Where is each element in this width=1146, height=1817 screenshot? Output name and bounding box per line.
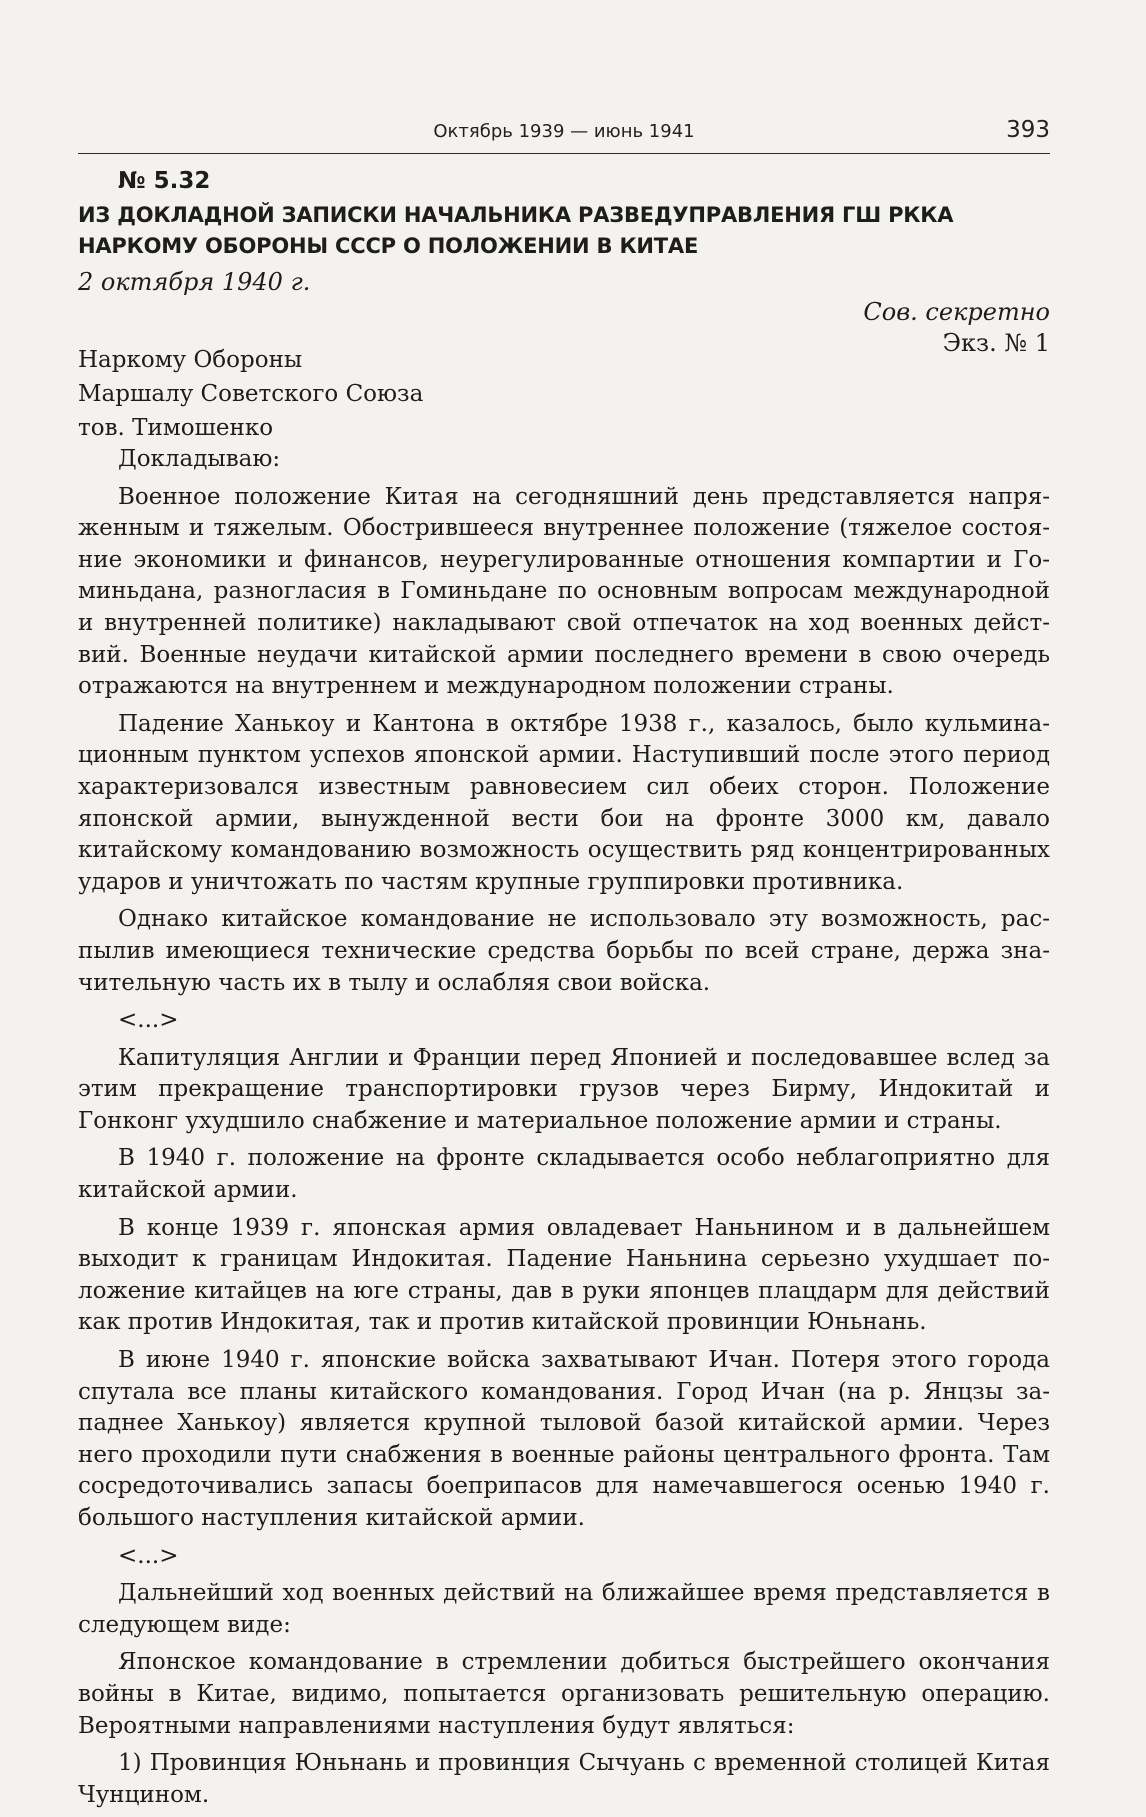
body-paragraph: Японское командование в стремлении добиться быстрейшего окончания войны в Китае, видимо, попытается организовать решительную операцию. Вероятными направлениями наступления будут являться: <box>78 1649 1050 1739</box>
body-paragraph: Капитуляция Англии и Франции перед Японией и последовавшее вслед за этим прекращение транспортировки грузов через Бирму, Индокитай и Гонконг ухудшило снабжение и материальное положение армии и страны. <box>78 1044 1050 1134</box>
document-body <box>78 444 1050 1817</box>
running-head-title: Октябрь 1939 — июнь 1941 <box>433 121 695 142</box>
document-heading-line-2: НАРКОМУ ОБОРОНЫ СССР О ПОЛОЖЕНИИ В КИТАЕ <box>78 234 699 258</box>
body-paragraph: Падение Ханькоу и Кантона в октябре 1938 г., казалось, было кульминационным пунктом успехов японской армии. Наступивший после этого период характеризовался известным равновесием сил обеих сторон. Положение японской армии, вынужденной вести бои на фронте 3000 км, давало китайскому командованию возможность осуществить ряд концентрированных ударов и уничтожать по частям крупные группировки противника. <box>78 710 1050 895</box>
addressee-line-3: тов. Тимошенко <box>78 415 274 441</box>
omission-mark: <...> <box>118 1007 179 1034</box>
body-paragraph: Однако китайское командование не использовало эту возможность, распылив имеющиеся технические средства борьбы по всей стране, держа значительную часть их в тылу и ослабляя свои войска. <box>78 906 1050 996</box>
body-paragraph: В июне 1940 г. японские войска захватывают Ичан. Потеря этого города спутала все планы китайского командования. Город Ичан (на р. Янцзы западнее Ханькоу) является крупной тыловой базой китайской армии. Через него проходили пути снабжения в военные районы центрального фронта. Там сосредоточивались запасы боеприпасов для намечавшегося осенью 1940 г. большого наступления китайской армии. <box>78 1347 1050 1531</box>
addressee-line-2: Маршалу Советского Союза <box>78 381 424 407</box>
body-paragraph: Военное положение Китая на сегодняшний день представляется напряженным и тяжелым. Обострившееся внутреннее положение (тяжелое состояние экономики и финансов, неурегулированные отношения компартии и Гоминьдана, разногласия в Гоминьдане по основным вопросам международной и внутренней политике) накладывают свой отпечаток на ход военных действий. Военные неудачи китайской армии последнего времени в свою очередь отражаются на внутреннем и международном положении страны. <box>78 483 1050 700</box>
body-paragraph: В конце 1939 г. японская армия овладевает Наньнином и в дальнейшем выходит к границам Индокитая. Падение Наньнина серьезно ухудшает положение китайцев на юге страны, дав в руки японцев плацдарм для действий как против Индокитая, так и против китайской провинции Юньнань. <box>78 1214 1050 1336</box>
classification-mark: Сов. секретно <box>863 298 1050 326</box>
body-paragraph: 1) Провинция Юньнань и провинция Сычуань с временной столицей Китая Чунцином. <box>78 1750 1050 1808</box>
copy-number: Экз. № 1 <box>942 329 1050 357</box>
body-paragraph: В 1940 г. положение на фронте складывается особо неблагоприятно для китайской армии. <box>78 1145 1050 1204</box>
addressee-block <box>78 343 678 445</box>
running-head <box>78 117 1050 154</box>
document-date: 2 октября 1940 г. <box>78 268 311 296</box>
body-paragraph: Докладываю: <box>118 446 281 472</box>
omission-mark: <...> <box>118 1542 179 1569</box>
document-heading-line-1: ИЗ ДОКЛАДНОЙ ЗАПИСКИ НАЧАЛЬНИКА РАЗВЕДУПРАВЛЕНИЯ ГШ РККА <box>78 203 954 227</box>
body-paragraph: Дальнейший ход военных действий на ближайшее время представляется в следующем виде: <box>78 1580 1050 1638</box>
addressee-line-1: Наркому Обороны <box>78 347 303 373</box>
page-number: 393 <box>1006 117 1050 143</box>
document-number: № 5.32 <box>118 168 211 194</box>
document-heading <box>78 200 1058 262</box>
